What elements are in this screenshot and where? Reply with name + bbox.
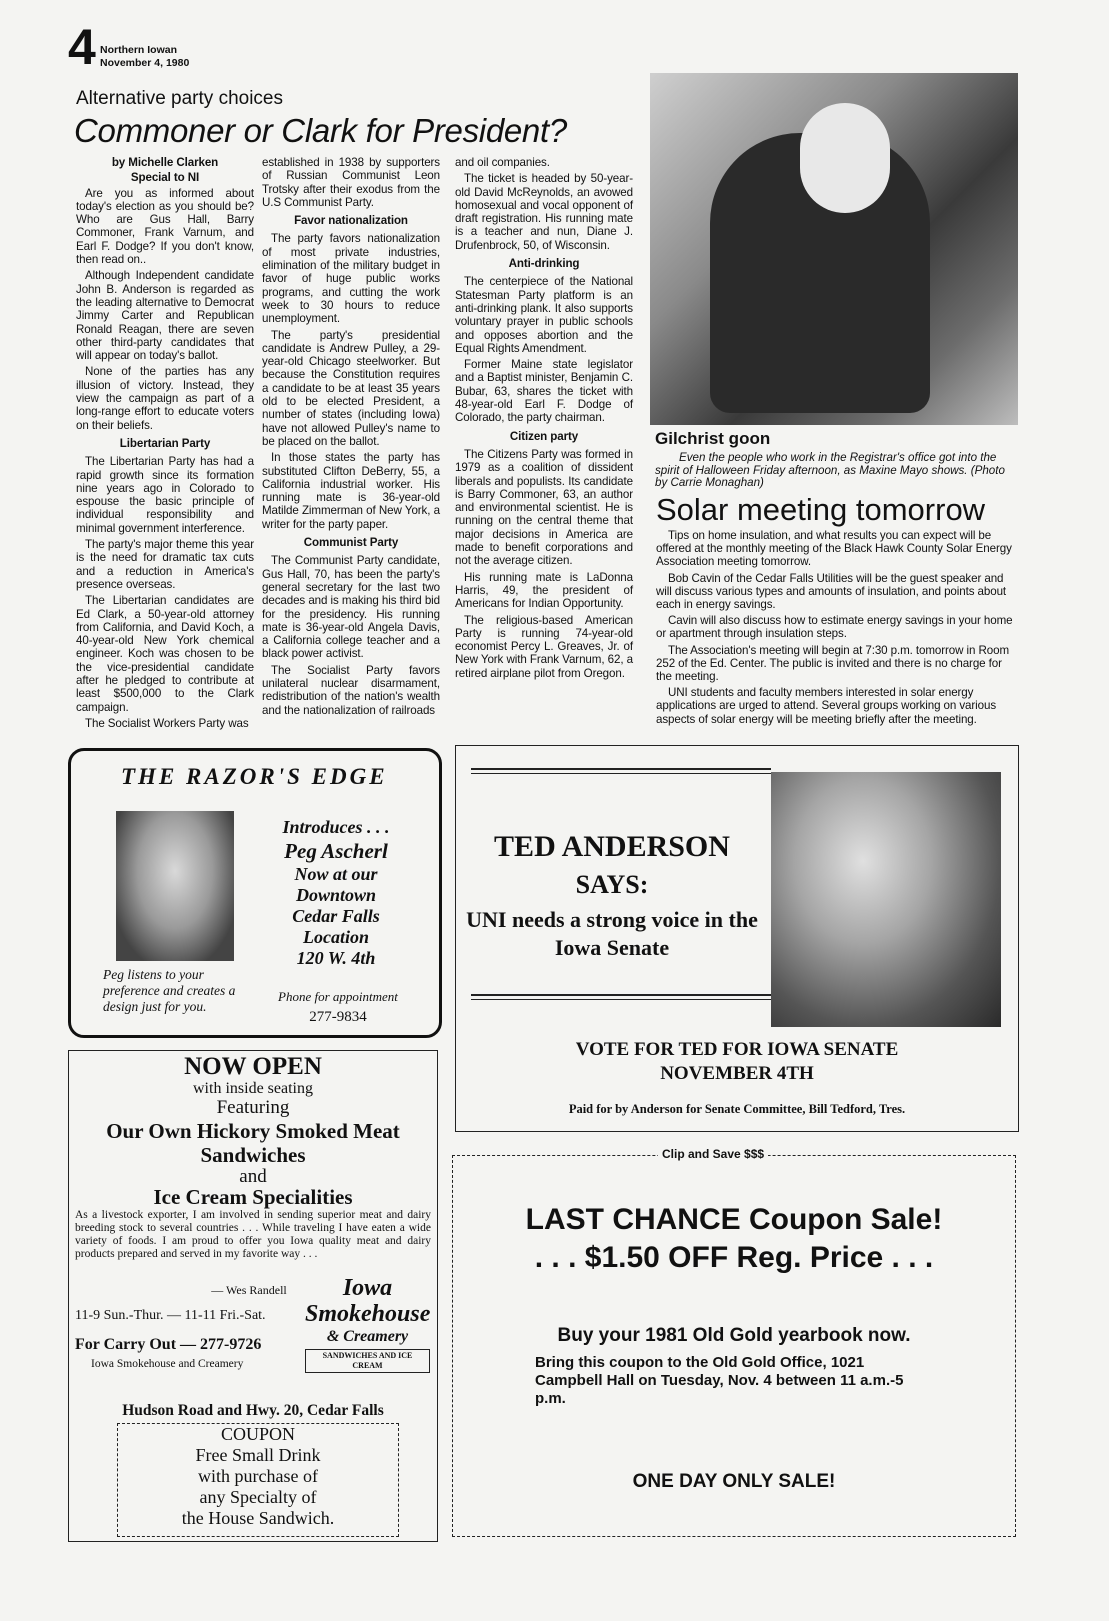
article-column-3 xyxy=(455,156,633,683)
coupon-buy-yearbook: Buy your 1981 Old Gold yearbook now. xyxy=(557,1325,911,1346)
razor-line: Location xyxy=(303,927,369,947)
coupon-instructions: Bring this coupon to the Old Gold Office, 1021 Campbell Hall on Tuesday, Nov. 4 between 11 a.m.-5 p.m. xyxy=(535,1354,904,1407)
article-paragraph: His running mate is LaDonna Harris, 49, the president of Americans for Indian Opportunity. xyxy=(455,570,633,611)
razor-phone-label: Phone for appointment xyxy=(278,989,398,1004)
article-paragraph: The Socialist Party favors unilateral nuclear disarmament, redistribution of the nation's wealth and the nationalization of railroads xyxy=(262,663,440,717)
coupon-line: COUPON xyxy=(220,1424,295,1444)
coupon-one-day: ONE DAY ONLY SALE! xyxy=(632,1471,836,1492)
divider xyxy=(471,994,771,1000)
article-column-2 xyxy=(262,156,440,720)
solar-paragraph: Tips on home insulation, and what results you can expect will be offered at the monthly meeting of the Black Hawk County Solar Energy Association meeting tomorrow. xyxy=(656,529,1012,569)
clip-and-save-label: Clip and Save $$$ xyxy=(658,1146,768,1162)
article-paragraph: The Libertarian Party has had a rapid growth since its formation nine years ago in Colorado to espouse the basic principle of individual responsibility and minimal government interference. xyxy=(76,455,254,535)
razor-line: Now at our xyxy=(294,864,378,884)
ice-cream: Ice Cream Specialities xyxy=(153,1185,353,1209)
article-subhead: Citizen party xyxy=(509,429,579,443)
business-name: Iowa Smokehouse and Creamery xyxy=(91,1358,244,1370)
article-kicker: Alternative party choices xyxy=(76,88,283,109)
photo-caption-text: Even the people who work in the Registrar's office got into the spirit of Halloween Friday afternoon, as Maxine Mayo shows. (Photo by Carrie Monaghan) xyxy=(655,451,1005,489)
article-paragraph: established in 1938 by supporters of Russian Communist Leon Trotsky after their exodus from the U.S Communist Party. xyxy=(262,156,440,209)
page-number: 4 xyxy=(68,19,96,75)
article-paragraph: Are you as informed about today's election as you should be? Who are Gus Hall, Barry Commoner, Frank Varnum, and Earl F. Dodge? If you don't know, then read on.. xyxy=(76,186,254,267)
logo-text: SANDWICHES AND ICE CREAM xyxy=(305,1349,430,1373)
article-paragraph: The party's major theme this year is the need for dramatic tax cuts and a reduction in America's presence overseas. xyxy=(76,538,254,591)
owner-signature: — Wes Randell xyxy=(211,1283,287,1297)
solar-headline: Solar meeting tomorrow xyxy=(656,492,986,527)
article-paragraph: The Libertarian candidates are Ed Clark, a 50-year-old attorney from California, and David Koch, a 40-year-old New York chemical engineer. Koch was chosen to be the vice-presidential candidate after he pledged to contribute at least $500,000 to the Clark campaign. xyxy=(76,594,254,714)
ted-vote xyxy=(456,1038,1018,1086)
halloween-photo xyxy=(650,73,1018,425)
article-headline: Commoner or Clark for President? xyxy=(74,112,567,149)
coupon-headline: LAST CHANCE Coupon Sale! xyxy=(525,1203,943,1236)
article-byline: by Michelle Clarken xyxy=(111,156,219,169)
razor-ad-copy xyxy=(251,817,421,969)
publication-date: November 4, 1980 xyxy=(100,57,190,69)
carry-out-phone: For Carry Out — 277-9726 xyxy=(75,1336,262,1353)
article-subhead: Communist Party xyxy=(303,536,399,550)
razors-edge-ad xyxy=(68,748,442,1038)
ted-vote-line: VOTE FOR TED FOR IOWA SENATE xyxy=(575,1039,899,1060)
ted-name: TED ANDERSON xyxy=(494,830,730,863)
article-paragraph: The ticket is headed by 50-year-old David McReynolds, an avowed homosexual and vocal opponent of draft registration. His running mate is a teacher and nun, Diane J. Drufenbrock, 50, of Wisconsin. xyxy=(455,172,633,252)
article-paragraph: The Citizens Party was formed in 1979 as a coalition of dissident liberals and populists. Its candidate is Barry Commoner, 63, an author and environmental scientist. He is running on the central theme that major decisions in America are made to benefit corporations and not the average citizen. xyxy=(455,447,633,568)
yearbook-coupon[interactable] xyxy=(452,1147,1016,1537)
razor-introduces: Introduces . . . xyxy=(282,817,390,837)
solar-paragraph: The Association's meeting will begin at 7:30 p.m. tomorrow in Room 252 of the Ed. Center. The public is invited and there is no charge for the meeting. xyxy=(656,643,1010,684)
article-paragraph: The Socialist Workers Party was xyxy=(85,716,249,730)
razor-line: Downtown xyxy=(295,885,377,905)
photo-caption-title: Gilchrist goon xyxy=(655,429,771,448)
logo-text: Iowa xyxy=(342,1275,393,1301)
article-paragraph: The party's presidential candidate is Andrew Pulley, a 29-year-old Chicago steelworker. But because the Constitution requires a candidate to be at least 35 years old to be elected President, a number of states (including Iowa) have not allowed Pulley's name to be placed on the ballot. xyxy=(262,328,440,448)
featuring: Featuring xyxy=(216,1097,290,1118)
ted-anderson-photo xyxy=(771,772,1001,1027)
logo-text: & Creamery xyxy=(326,1328,409,1345)
solar-paragraph: UNI students and faculty members interested in solar energy applications are urged to attend. Several groups working on various aspects of solar energy will be meeting briefly after the meeting. xyxy=(656,686,997,726)
razor-address: 120 W. 4th xyxy=(296,948,376,968)
razor-stylist-name: Peg Ascherl xyxy=(284,839,388,863)
ted-message: UNI needs a strong voice in the Iowa Senate xyxy=(466,907,758,960)
article-paragraph: The centerpiece of the National Statesman Party platform is an anti-drinking plank. It also supports voluntary prayer in public schools and opposes abortion and the Equal Rights Amendment. xyxy=(455,275,633,355)
solar-article-body xyxy=(656,529,1014,729)
smokehouse-logo xyxy=(305,1275,430,1395)
owner-statement: As a livestock exporter, I am involved in sending superior meat and dairy breeding stock to several countries . . . While traveling I have eaten a wide variety of foods. I am proud to offer you Iowa quality meat and dairy products prepared and served in my favorite way . . . xyxy=(75,1209,431,1260)
coupon-discount: . . . $1.50 OFF Reg. Price . . . xyxy=(534,1241,934,1274)
ted-says: SAYS: xyxy=(575,870,649,899)
ted-anderson-ad xyxy=(455,745,1019,1132)
article-paragraph: Although Independent candidate John B. Anderson is regarded as the leading alternative to Democrat Jimmy Carter and Republican Ronald Reagan, there are seven other third-party candidates that will appear on today's ballot. xyxy=(76,269,254,363)
article-paragraph: and oil companies. xyxy=(455,156,550,169)
and-text: and xyxy=(239,1166,267,1187)
ted-vote-date: NOVEMBER 4TH xyxy=(660,1063,814,1084)
peg-photo xyxy=(116,811,234,961)
photo-mask xyxy=(800,103,890,213)
article-subhead: Favor nationalization xyxy=(294,214,408,228)
logo-text: Smokehouse xyxy=(305,1301,431,1327)
free-drink-coupon[interactable] xyxy=(117,1423,399,1537)
publication-name: Northern Iowan xyxy=(100,44,178,56)
razor-phone: 277-9834 xyxy=(309,1009,367,1025)
now-open: NOW OPEN xyxy=(184,1053,322,1080)
divider xyxy=(471,768,771,774)
razor-ad-title: THE RAZOR'S EDGE xyxy=(121,764,388,789)
solar-paragraph: Bob Cavin of the Cedar Falls Utilities will be the guest speaker and will discuss various types and amounts of insulation, and points about each in energy savings. xyxy=(656,571,1007,612)
publication-info xyxy=(100,44,189,70)
article-byline: Special to NI xyxy=(130,171,200,185)
solar-paragraph: Cavin will also discuss how to estimate energy savings in your home or apartment through insulation steps. xyxy=(656,614,1013,641)
coupon-line: any Specialty of xyxy=(199,1487,317,1507)
coupon-line: the House Sandwich. xyxy=(181,1508,335,1528)
article-paragraph: The party favors nationalization of most private industries, elimination of the military budget in favor of huge public works programs, and cutting the work week to 30 hours to reduce unemployment. xyxy=(262,232,440,326)
razor-line: Cedar Falls xyxy=(292,906,380,926)
peg-photo-caption: Peg listens to your preference and creates a design just for you. xyxy=(103,967,236,1014)
article-paragraph: Former Maine state legislator and a Baptist minister, Benjamin C. Bubar, 63, shares the ticket with 48-year-old Earl F. Dodge of Colorado, the party chairman. xyxy=(455,358,633,425)
article-paragraph: None of the parties has any illusion of victory. Instead, they view the campaign as part of a long-range effort to educate voters on their beliefs. xyxy=(76,365,254,432)
article-subhead: Anti-drinking xyxy=(508,257,580,271)
meat-sandwiches: Our Own Hickory Smoked Meat Sandwiches xyxy=(106,1119,400,1167)
hours: 11-9 Sun.-Thur. — 11-11 Fri.-Sat. xyxy=(75,1308,266,1323)
article-column-1 xyxy=(76,156,254,733)
article-subhead: Libertarian Party xyxy=(119,436,211,450)
article-paragraph: The Communist Party candidate, Gus Hall, 70, has been the party's general secretary for the last two decades and is making his third bid for the presidency. His running mate is 36-year-old Angela Davis, a California college teacher and a black power activist. xyxy=(262,554,440,661)
smokehouse-ad xyxy=(68,1050,438,1542)
inside-seating: with inside seating xyxy=(193,1080,313,1097)
article-paragraph: In those states the party has substituted Clifton DeBerry, 55, a California industrial worker. His running mate is 36-year-old Matilde Zimmerman of New York, a writer for the party paper. xyxy=(262,451,440,531)
ted-paid-for: Paid for by Anderson for Senate Committee, Bill Tedford, Tres. xyxy=(568,1102,906,1116)
coupon-line: Free Small Drink xyxy=(195,1445,321,1465)
smokehouse-address: Hudson Road and Hwy. 20, Cedar Falls xyxy=(122,1402,384,1419)
coupon-line: with purchase of xyxy=(198,1466,318,1486)
article-paragraph: The religious-based American Party is running 74-year-old economist Percy L. Greaves, Jr. of New York with Frank Varnum, 62, a retired airplane pilot from Oregon. xyxy=(455,613,633,680)
